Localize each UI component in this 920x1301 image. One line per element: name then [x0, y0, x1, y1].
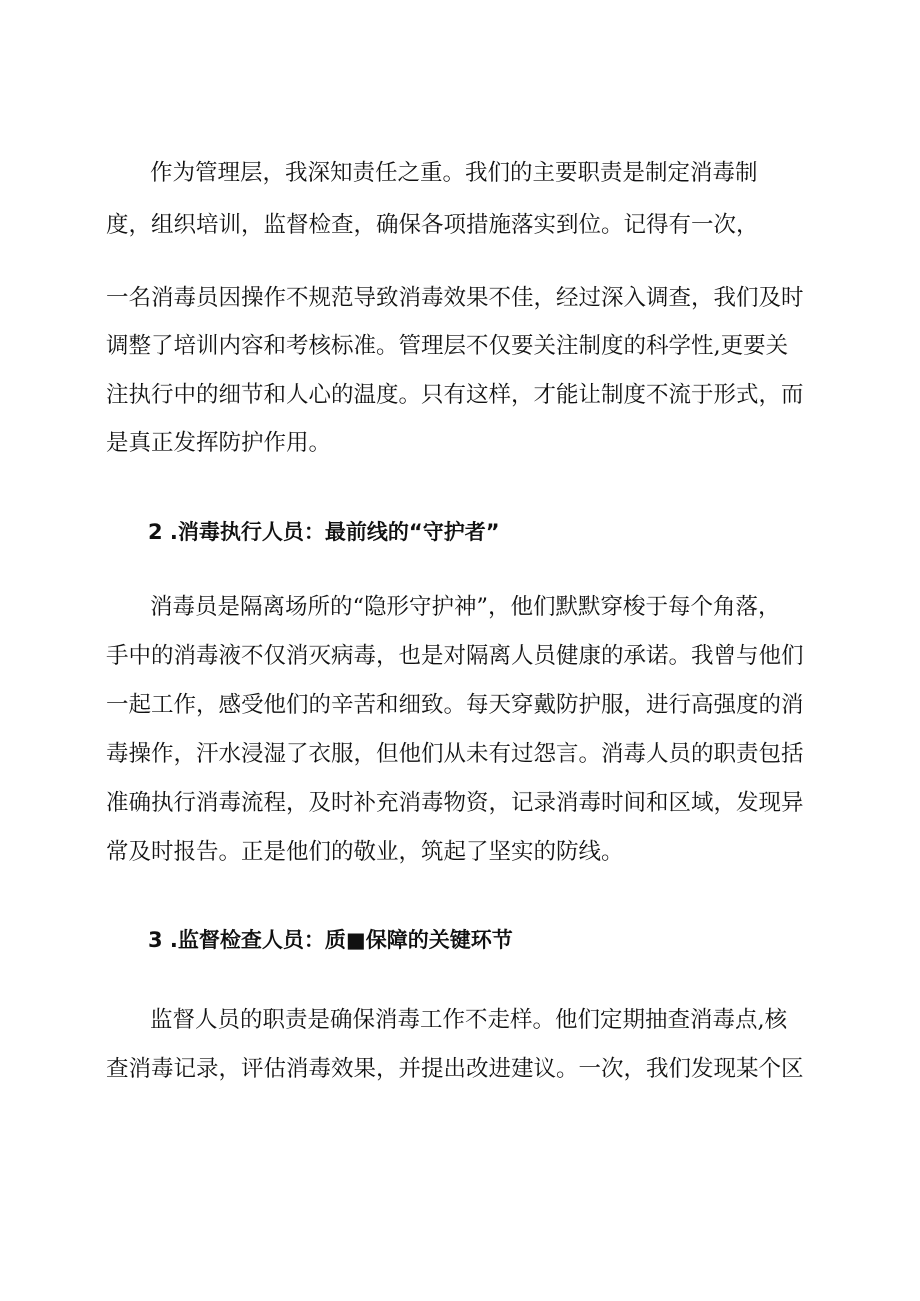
- paragraph-line: 消毒员是隔离场所的“隐形守护神”，他们默默穿梭于每个角落，: [150, 594, 781, 620]
- paragraph-line: 作为管理层，我深知责任之重。我们的主要职责是制定消毒制: [150, 160, 758, 186]
- paragraph-line: 监督人员的职责是确保消毒工作不走样。他们定期抽查消毒点,核: [150, 1007, 788, 1033]
- paragraph-line: 是真正发挥防护作用。: [106, 430, 332, 456]
- paragraph-line: 度，组织培训，监督检查，确保各项措施落实到位。记得有一次，: [106, 212, 759, 238]
- paragraph-line: 一名消毒员因操作不规范导致消毒效果不佳，经过深入调查，我们及时: [106, 285, 804, 311]
- paragraph-line: 一起工作，感受他们的辛苦和细致。每天穿戴防护服，进行高强度的消: [106, 692, 804, 718]
- paragraph-line: 常及时报告。正是他们的敬业，筑起了坚实的防线。: [106, 839, 624, 865]
- paragraph-line: 调整了培训内容和考核标准。管理层不仅要关注制度的科学性,更要关: [106, 333, 789, 359]
- paragraph-line: 注执行中的细节和人心的温度。只有这样，才能让制度不流于形式，而: [106, 382, 804, 408]
- paragraph-line: 毒操作，汗水浸湿了衣服，但他们从未有过怨言。消毒人员的职责包括: [106, 741, 804, 767]
- paragraph-line: 查消毒记录，评估消毒效果，并提出改进建议。一次，我们发现某个区: [106, 1056, 804, 1082]
- section-heading: 3 .监督检查人员：质■保障的关键环节: [148, 928, 513, 952]
- section-heading: 2 .消毒执行人员：最前线的“守护者”: [148, 520, 500, 544]
- paragraph-line: 手中的消毒液不仅消灭病毒，也是对隔离人员健康的承诺。我曾与他们: [106, 643, 804, 669]
- paragraph-line: 准确执行消毒流程，及时补充消毒物资，记录消毒时间和区域，发现异: [106, 790, 804, 816]
